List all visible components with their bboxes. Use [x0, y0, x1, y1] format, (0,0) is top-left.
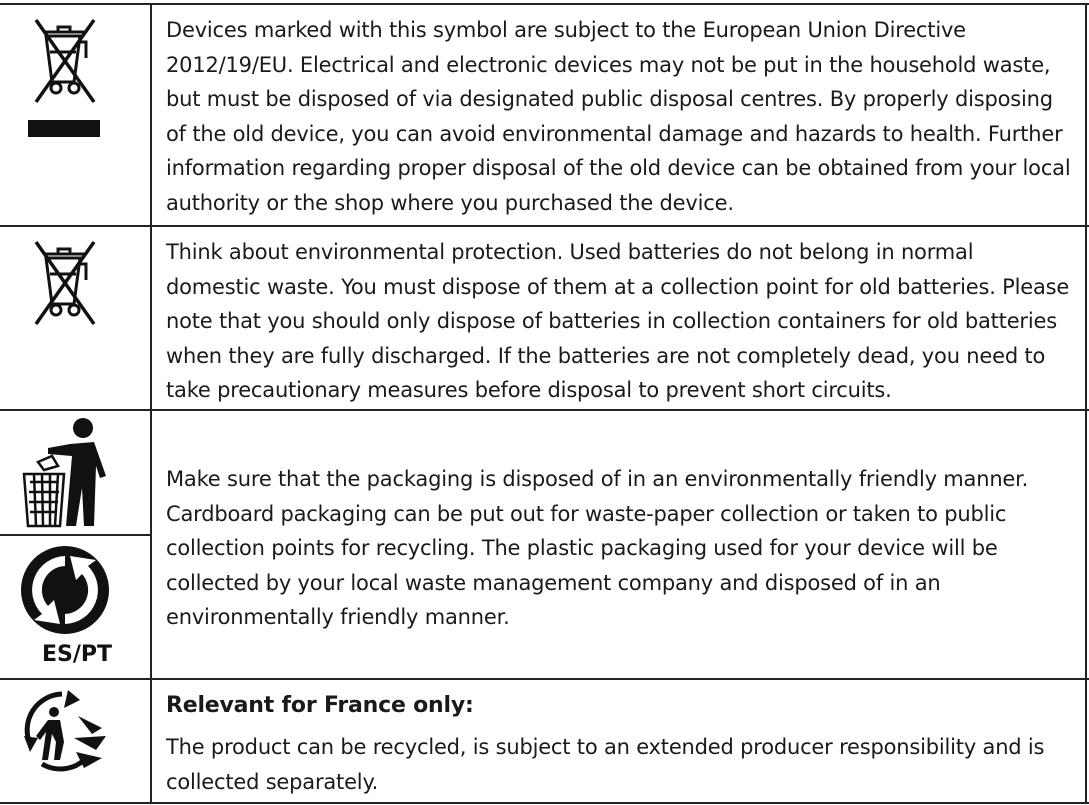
row-divider [0, 3, 1089, 5]
tidyman-icon [18, 416, 112, 530]
crossed-out-wheelie-bin-icon [26, 234, 104, 326]
packaging-disposal-text: Make sure that the packaging is disposed of in an environmentally friendly manner. Cardboard packaging can be put out for waste-paper collection or taken to public collection points for recycling. The plastic packaging used for your device will be collected by your local waste management company and disposed of in an environmentally friendly manner. [166, 467, 1029, 630]
green-dot-icon [20, 542, 110, 638]
crossed-out-wheelie-bin-with-bar-icon [26, 12, 104, 142]
row-divider [0, 678, 1089, 680]
france-recycling-block [166, 690, 1071, 799]
row-divider [0, 802, 1089, 804]
row-divider [0, 225, 1089, 227]
row-divider [0, 409, 1089, 411]
triman-icon [18, 686, 110, 772]
region-label: ES/PT [42, 642, 113, 667]
france-recycling-text: The product can be recycled, is subject to an extended producer responsibility and is collected separately. [166, 735, 1045, 794]
column-divider [150, 3, 152, 804]
france-heading: Relevant for France only: [166, 693, 474, 718]
weee-disposal-text: Devices marked with this symbol are subject to the European Union Directive 2012/19/EU. Electrical and electronic devices may not be put in the household waste, but must be disposed of via designated public disposal centres. By properly disposing of the old device, you can avoid environmental damage and hazards to health. Further information regarding proper disposal of the old device can be obtained from your local authority or the shop where you purchased the device. [166, 18, 1071, 215]
icon-cell-divider [0, 534, 151, 536]
battery-disposal-text: Think about environmental protection. Used batteries do not belong in normal domestic waste. You must dispose of them at a collection point for old batteries. Please note that you should only dispose of batteries in collection containers for old batteries when they are fully discharged. If the batteries are not completely dead, you need to take precautionary measures before disposal to prevent short circuits. [166, 240, 1070, 403]
table-right-border [1085, 3, 1087, 804]
